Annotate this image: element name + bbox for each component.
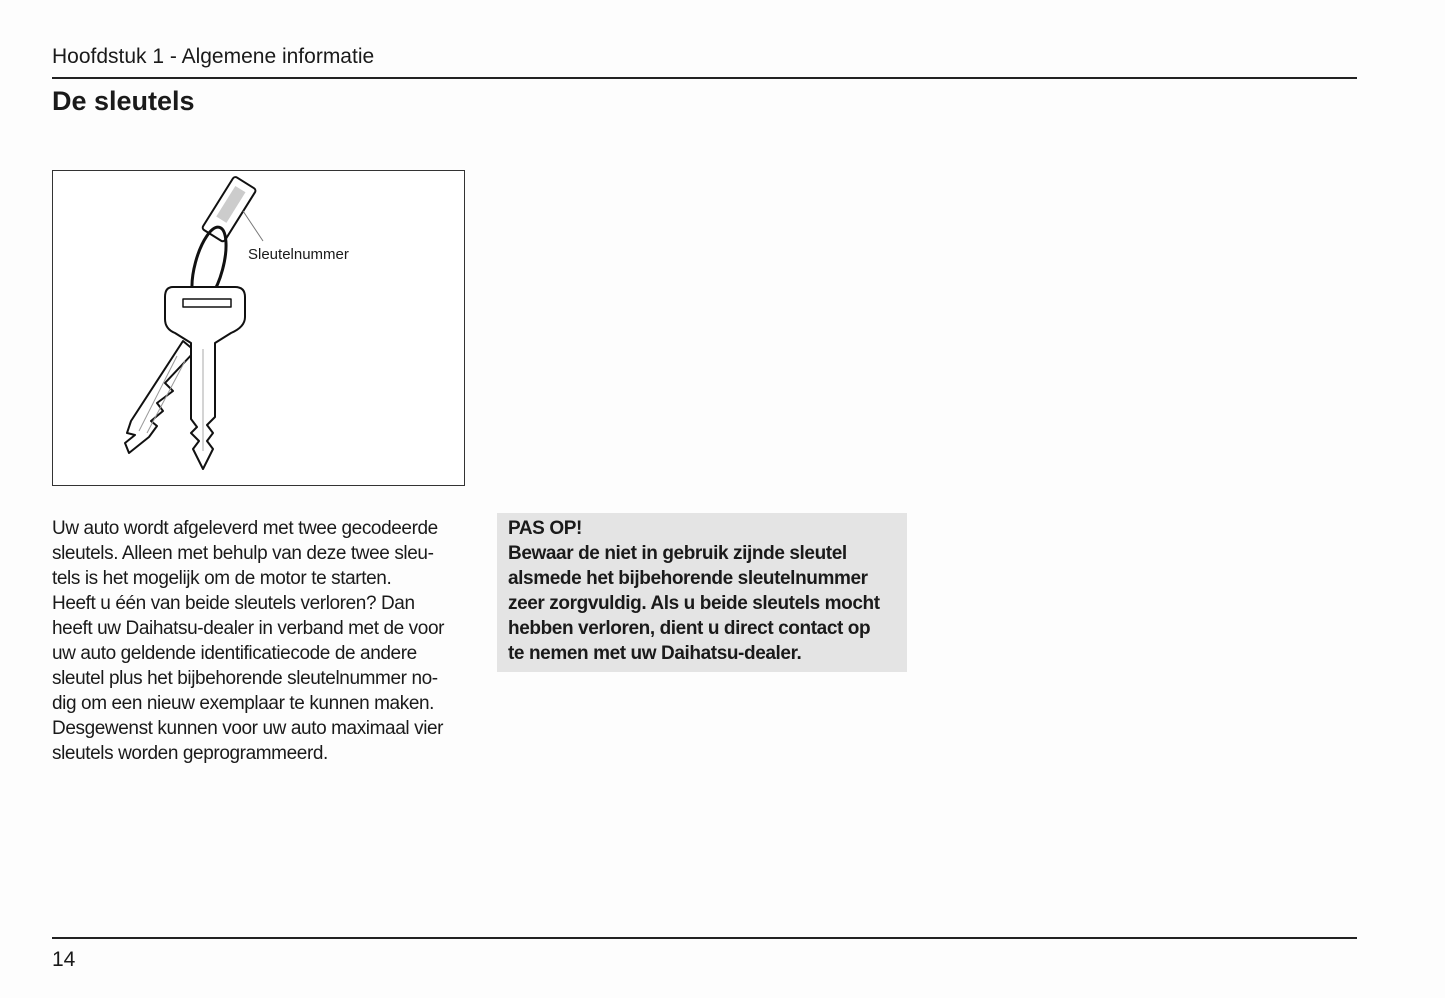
chapter-heading: Hoofdstuk 1 - Algemene informatie — [52, 45, 375, 68]
page-number: 14 — [52, 948, 76, 971]
keys-drawing — [53, 171, 464, 485]
body-line: Desgewenst kunnen voor uw auto maximaal vier — [52, 718, 444, 739]
body-line: dig om een nieuw exemplaar te kunnen maken. — [52, 693, 435, 714]
keys-illustration — [52, 170, 465, 486]
body-line: Uw auto wordt afgeleverd met twee gecodeerde — [52, 518, 438, 539]
warning-line: zeer zorgvuldig. Als u beide sleutels mocht — [508, 593, 880, 614]
body-line: Heeft u één van beide sleutels verloren? Dan — [52, 593, 415, 614]
body-text — [52, 516, 472, 766]
main-key — [165, 287, 245, 469]
body-line: heeft uw Daihatsu-dealer in verband met de voor — [52, 618, 445, 639]
warning-box — [497, 513, 907, 672]
body-line: tels is het mogelijk om de motor te starten. — [52, 568, 392, 589]
warning-line: alsmede het bijbehorende sleutelnummer — [508, 568, 868, 589]
warning-line: hebben verloren, dient u direct contact op — [508, 618, 871, 639]
header-rule — [52, 77, 1357, 79]
warning-heading: PAS OP! — [508, 518, 582, 539]
footer-rule — [52, 937, 1357, 939]
second-key — [125, 341, 195, 453]
body-line: sleutel plus het bijbehorende sleutelnummer no- — [52, 668, 438, 689]
page-title: De sleutels — [52, 86, 195, 116]
warning-line: te nemen met uw Daihatsu-dealer. — [508, 643, 802, 664]
key-number-callout: Sleutelnummer — [248, 246, 349, 263]
body-line: sleutels. Alleen met behulp van deze twee sleu- — [52, 543, 434, 564]
body-line: uw auto geldende identificatiecode de andere — [52, 643, 417, 664]
body-line: sleutels worden geprogrammeerd. — [52, 743, 328, 764]
warning-line: Bewaar de niet in gebruik zijnde sleutel — [508, 543, 847, 564]
